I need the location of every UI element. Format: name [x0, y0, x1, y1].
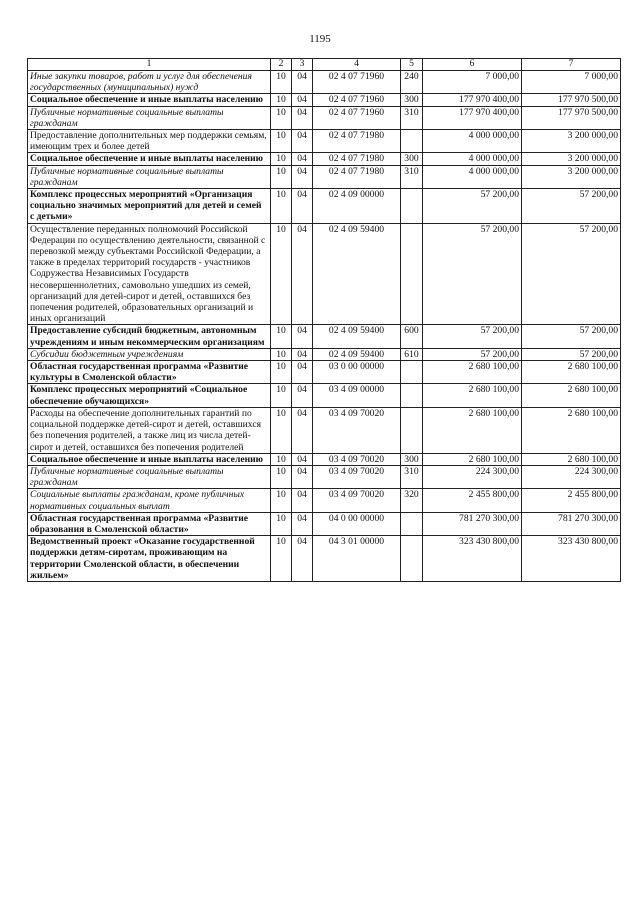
amount-year1-cell: 2 680 100,00 [423, 361, 522, 384]
target-code-cell: 03 4 09 70020 [313, 489, 401, 512]
budget-table [27, 58, 621, 582]
amount-year1-cell: 224 300,00 [423, 465, 522, 488]
amount-year2-cell: 177 970 500,00 [522, 106, 621, 129]
expense-type-cell [401, 223, 423, 325]
amount-year1-cell: 4 000 000,00 [423, 153, 522, 165]
amount-year2-cell: 2 455 800,00 [522, 489, 621, 512]
row-name-cell: Иные закупки товаров, работ и услуг для обеспечения государственных (муниципальных) нужд [28, 71, 271, 94]
amount-year2-cell: 57 200,00 [522, 189, 621, 224]
target-code-cell: 02 4 09 00000 [313, 189, 401, 224]
row-name-cell: Расходы на обеспечение дополнительных гарантий по социальной поддержке детей-сирот и детей, оставшихся без попечения родителей, а также лиц из числа детей-сирот и детей, оставшихся без попечения родителей [28, 407, 271, 453]
subsection-code-cell: 04 [292, 407, 313, 453]
target-code-cell: 02 4 09 59400 [313, 325, 401, 348]
table-row [28, 94, 621, 106]
amount-year1-cell: 2 455 800,00 [423, 489, 522, 512]
column-header: 4 [313, 59, 401, 71]
expense-type-cell [401, 512, 423, 535]
header-row [28, 59, 621, 71]
expense-type-cell: 300 [401, 153, 423, 165]
section-code-cell: 10 [271, 94, 292, 106]
row-name-cell: Публичные нормативные социальные выплаты гражданам [28, 165, 271, 188]
amount-year2-cell: 2 680 100,00 [522, 453, 621, 465]
section-code-cell: 10 [271, 384, 292, 407]
table-row [28, 106, 621, 129]
amount-year2-cell: 781 270 300,00 [522, 512, 621, 535]
target-code-cell: 04 0 00 00000 [313, 512, 401, 535]
subsection-code-cell: 04 [292, 71, 313, 94]
row-name-cell: Комплекс процессных мероприятий «Организация социально значимых мероприятий для детей и семей с детьми» [28, 189, 271, 224]
subsection-code-cell: 04 [292, 165, 313, 188]
table-row [28, 453, 621, 465]
subsection-code-cell: 04 [292, 223, 313, 325]
section-code-cell: 10 [271, 165, 292, 188]
table-row [28, 153, 621, 165]
row-name-cell: Ведомственный проект «Оказание государственной поддержки детям-сиротам, проживающим на территории Смоленской области, в обеспечении жильем» [28, 536, 271, 582]
subsection-code-cell: 04 [292, 94, 313, 106]
row-name-cell: Социальное обеспечение и иные выплаты населению [28, 94, 271, 106]
row-name-cell: Предоставление субсидий бюджетным, автономным учреждениям и иным некоммерческим организациям [28, 325, 271, 348]
section-code-cell: 10 [271, 512, 292, 535]
target-code-cell: 02 4 07 71980 [313, 153, 401, 165]
table-row [28, 512, 621, 535]
section-code-cell: 10 [271, 407, 292, 453]
table-row [28, 130, 621, 153]
amount-year2-cell: 224 300,00 [522, 465, 621, 488]
subsection-code-cell: 04 [292, 536, 313, 582]
subsection-code-cell: 04 [292, 512, 313, 535]
subsection-code-cell: 04 [292, 106, 313, 129]
section-code-cell: 10 [271, 489, 292, 512]
expense-type-cell: 240 [401, 71, 423, 94]
target-code-cell: 02 4 09 59400 [313, 348, 401, 360]
subsection-code-cell: 04 [292, 130, 313, 153]
table-row [28, 489, 621, 512]
expense-type-cell: 320 [401, 489, 423, 512]
target-code-cell: 03 0 00 00000 [313, 361, 401, 384]
section-code-cell: 10 [271, 465, 292, 488]
expense-type-cell [401, 536, 423, 582]
row-name-cell: Социальное обеспечение и иные выплаты населению [28, 453, 271, 465]
subsection-code-cell: 04 [292, 465, 313, 488]
page-number: 1195 [309, 33, 331, 45]
column-header: 6 [423, 59, 522, 71]
table-row [28, 223, 621, 325]
table-row [28, 407, 621, 453]
subsection-code-cell: 04 [292, 361, 313, 384]
amount-year1-cell: 2 680 100,00 [423, 407, 522, 453]
amount-year2-cell: 177 970 500,00 [522, 94, 621, 106]
column-header: 2 [271, 59, 292, 71]
table-row [28, 536, 621, 582]
expense-type-cell: 310 [401, 465, 423, 488]
expense-type-cell: 300 [401, 453, 423, 465]
row-name-cell: Социальное обеспечение и иные выплаты населению [28, 153, 271, 165]
table-row [28, 71, 621, 94]
amount-year2-cell: 57 200,00 [522, 348, 621, 360]
target-code-cell: 02 4 07 71960 [313, 94, 401, 106]
table-row [28, 189, 621, 224]
expense-type-cell [401, 384, 423, 407]
subsection-code-cell: 04 [292, 348, 313, 360]
amount-year2-cell: 2 680 100,00 [522, 407, 621, 453]
row-name-cell: Областная государственная программа «Развитие культуры в Смоленской области» [28, 361, 271, 384]
section-code-cell: 10 [271, 130, 292, 153]
section-code-cell: 10 [271, 325, 292, 348]
target-code-cell: 04 3 01 00000 [313, 536, 401, 582]
amount-year2-cell: 3 200 000,00 [522, 130, 621, 153]
row-name-cell: Осуществление переданных полномочий Российской Федерации по осуществлению деятельности, связанной с перевозкой между субъектами Российской Федерации, а также в пределах территорий государств - участников Содружества Независимых Государств несовершеннолетних, самовольно ушедших из семей, организаций для детей-сирот и детей, оставшихся без попечения родителей, образовательных организаций и иных организаций [28, 223, 271, 325]
subsection-code-cell: 04 [292, 325, 313, 348]
amount-year1-cell: 323 430 800,00 [423, 536, 522, 582]
row-name-cell: Комплекс процессных мероприятий «Социальное обеспечение обучающихся» [28, 384, 271, 407]
target-code-cell: 02 4 07 71980 [313, 130, 401, 153]
target-code-cell: 02 4 07 71960 [313, 106, 401, 129]
section-code-cell: 10 [271, 223, 292, 325]
expense-type-cell: 300 [401, 94, 423, 106]
amount-year1-cell: 177 970 400,00 [423, 94, 522, 106]
table-row [28, 361, 621, 384]
amount-year2-cell: 3 200 000,00 [522, 153, 621, 165]
row-name-cell: Субсидии бюджетным учреждениям [28, 348, 271, 360]
amount-year2-cell: 2 680 100,00 [522, 384, 621, 407]
expense-type-cell: 600 [401, 325, 423, 348]
amount-year1-cell: 57 200,00 [423, 325, 522, 348]
target-code-cell: 02 4 07 71960 [313, 71, 401, 94]
section-code-cell: 10 [271, 453, 292, 465]
amount-year1-cell: 57 200,00 [423, 223, 522, 325]
subsection-code-cell: 04 [292, 489, 313, 512]
target-code-cell: 03 4 09 70020 [313, 407, 401, 453]
amount-year2-cell: 57 200,00 [522, 325, 621, 348]
expense-type-cell: 310 [401, 165, 423, 188]
subsection-code-cell: 04 [292, 453, 313, 465]
table-row [28, 325, 621, 348]
expense-type-cell [401, 407, 423, 453]
amount-year1-cell: 4 000 000,00 [423, 165, 522, 188]
row-name-cell: Предоставление дополнительных мер поддержки семьям, имеющим трех и более детей [28, 130, 271, 153]
amount-year1-cell: 7 000,00 [423, 71, 522, 94]
amount-year2-cell: 7 000,00 [522, 71, 621, 94]
column-header: 7 [522, 59, 621, 71]
amount-year1-cell: 2 680 100,00 [423, 453, 522, 465]
amount-year2-cell: 3 200 000,00 [522, 165, 621, 188]
amount-year1-cell: 57 200,00 [423, 348, 522, 360]
section-code-cell: 10 [271, 348, 292, 360]
section-code-cell: 10 [271, 361, 292, 384]
row-name-cell: Социальные выплаты гражданам, кроме публичных нормативных социальных выплат [28, 489, 271, 512]
expense-type-cell [401, 361, 423, 384]
target-code-cell: 02 4 07 71980 [313, 165, 401, 188]
table-row [28, 165, 621, 188]
amount-year2-cell: 323 430 800,00 [522, 536, 621, 582]
expense-type-cell [401, 189, 423, 224]
column-header: 3 [292, 59, 313, 71]
section-code-cell: 10 [271, 189, 292, 224]
amount-year2-cell: 2 680 100,00 [522, 361, 621, 384]
target-code-cell: 03 4 09 00000 [313, 384, 401, 407]
section-code-cell: 10 [271, 106, 292, 129]
table-row [28, 348, 621, 360]
subsection-code-cell: 04 [292, 384, 313, 407]
row-name-cell: Публичные нормативные социальные выплаты гражданам [28, 106, 271, 129]
target-code-cell: 03 4 09 70020 [313, 453, 401, 465]
amount-year1-cell: 177 970 400,00 [423, 106, 522, 129]
subsection-code-cell: 04 [292, 153, 313, 165]
table-row [28, 384, 621, 407]
table-row [28, 465, 621, 488]
column-header: 1 [28, 59, 271, 71]
column-header: 5 [401, 59, 423, 71]
expense-type-cell [401, 130, 423, 153]
row-name-cell: Публичные нормативные социальные выплаты гражданам [28, 465, 271, 488]
amount-year1-cell: 4 000 000,00 [423, 130, 522, 153]
expense-type-cell: 610 [401, 348, 423, 360]
section-code-cell: 10 [271, 153, 292, 165]
row-name-cell: Областная государственная программа «Развитие образования в Смоленской области» [28, 512, 271, 535]
subsection-code-cell: 04 [292, 189, 313, 224]
expense-type-cell: 310 [401, 106, 423, 129]
amount-year1-cell: 781 270 300,00 [423, 512, 522, 535]
amount-year1-cell: 2 680 100,00 [423, 384, 522, 407]
section-code-cell: 10 [271, 536, 292, 582]
section-code-cell: 10 [271, 71, 292, 94]
amount-year1-cell: 57 200,00 [423, 189, 522, 224]
amount-year2-cell: 57 200,00 [522, 223, 621, 325]
target-code-cell: 03 4 09 70020 [313, 465, 401, 488]
target-code-cell: 02 4 09 59400 [313, 223, 401, 325]
